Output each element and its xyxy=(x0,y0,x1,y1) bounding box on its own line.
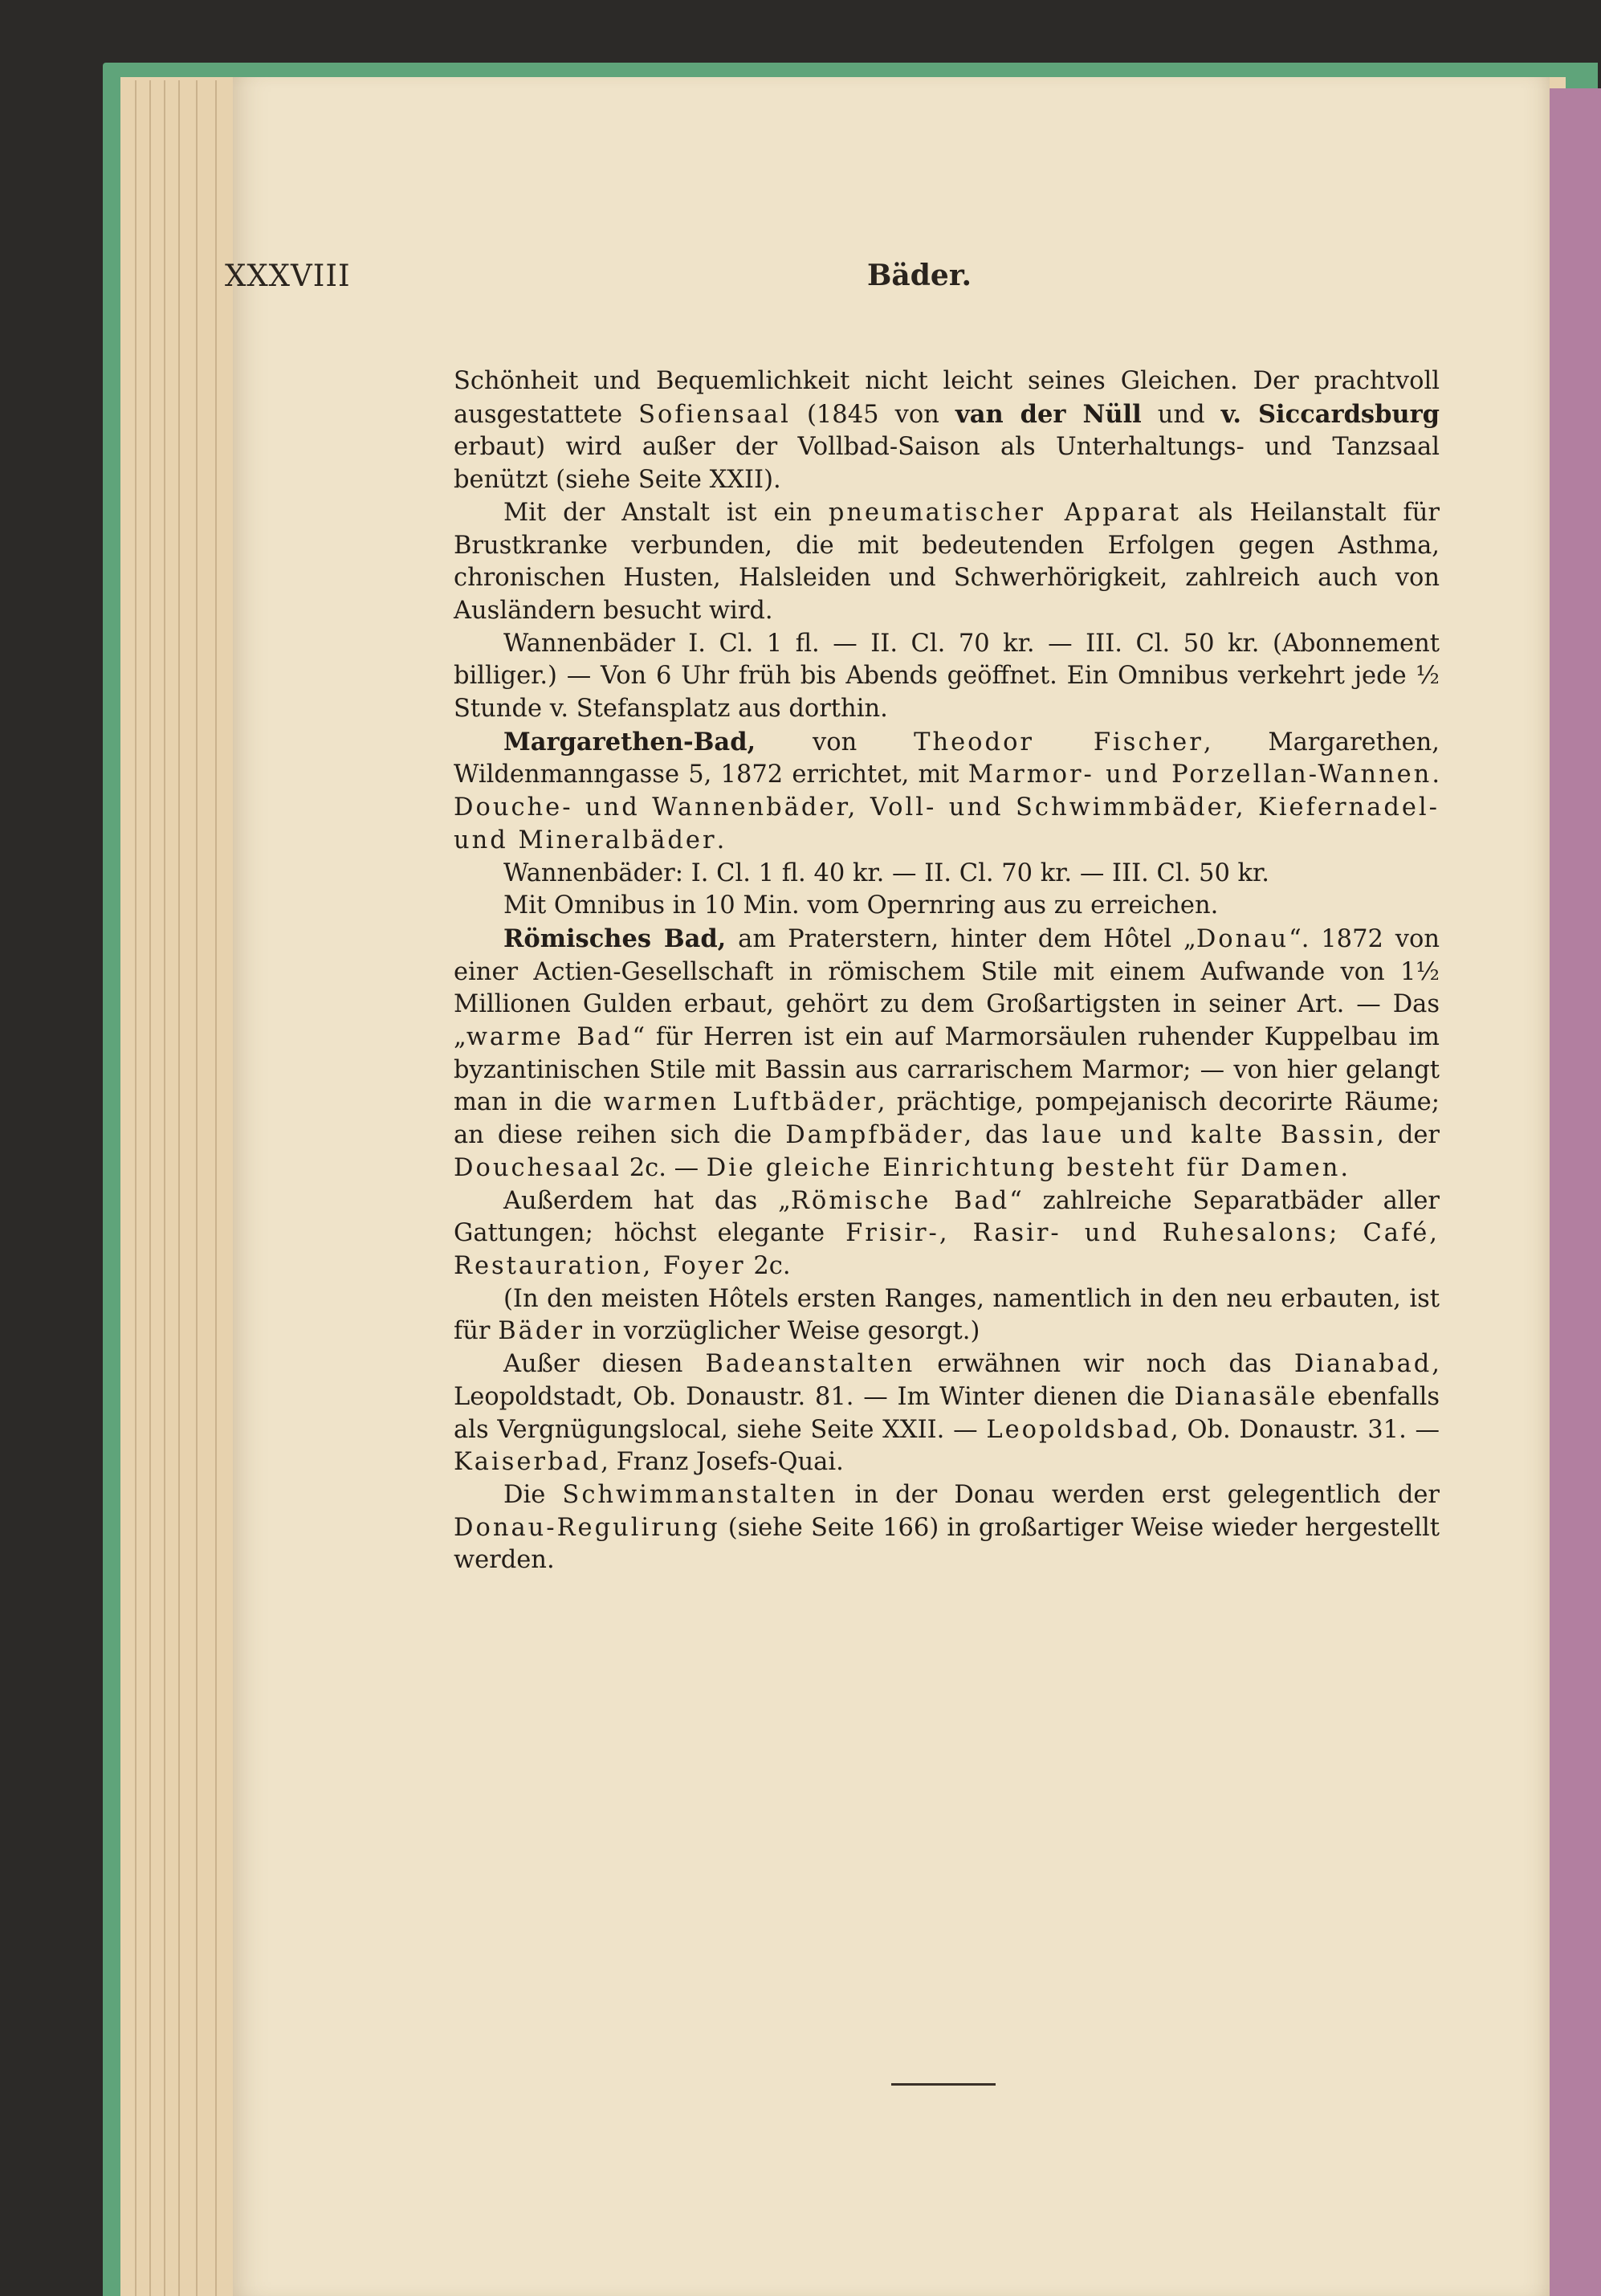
text-run: 2c. — xyxy=(621,1153,707,1182)
spaced-emphasis: Römische Bad xyxy=(790,1186,1010,1215)
spaced-emphasis: warmen Luftbäder xyxy=(603,1088,878,1117)
text-run: in der Donau werden erst gelegentlich der xyxy=(837,1480,1440,1509)
closing-rule xyxy=(891,2083,996,2086)
text-run: 2c. xyxy=(745,1251,791,1280)
text-run: “ zahlreiche Separatbäder aller Gattungen; höchst elegante xyxy=(454,1186,1440,1248)
text-run: erbaut) wird außer der Vollbad-Saison als Unterhaltungs- und Tanzsaal benützt (siehe Seite XXII). xyxy=(454,433,1440,495)
text-run: (1845 von xyxy=(790,400,955,429)
text-run: . xyxy=(1432,761,1440,789)
paragraph xyxy=(454,1348,1440,1479)
text-run: , der xyxy=(1376,1121,1440,1150)
spaced-emphasis: warme Bad xyxy=(466,1023,633,1052)
text-run: , Margarethen, Wildenmanngasse 5, 1872 errichtet, mit xyxy=(454,728,1440,789)
page-number: XXXVIII xyxy=(225,259,351,293)
text-run: Wannenbäder: I. Cl. 1 fl. 40 kr. — II. Cl. 70 kr. — III. Cl. 50 kr. xyxy=(503,858,1269,887)
text-run: Mit der Anstalt ist ein xyxy=(503,498,829,527)
text-run: Schönheit und Bequemlichkeit nicht leicht seines Gleichen. Der prachtvoll ausgestattete xyxy=(454,367,1440,429)
paragraph xyxy=(454,1185,1440,1283)
page-edge-line xyxy=(196,80,198,2296)
spaced-emphasis: Frisir-, Rasir- und Ruhesalons; Café, Restauration, Foyer xyxy=(454,1219,1440,1280)
text-run: , das xyxy=(963,1121,1042,1150)
spaced-emphasis: Dianasäle xyxy=(1174,1382,1318,1411)
text-run: (siehe Seite 166) in großartiger Weise wieder hergestellt werden. xyxy=(454,1513,1440,1575)
spaced-emphasis: Kaiserbad xyxy=(454,1448,601,1477)
text-run: Mit Omnibus in 10 Min. vom Opernring aus zu erreichen. xyxy=(503,891,1219,920)
spaced-emphasis: Die gleiche Einrichtung besteht für Damen xyxy=(706,1153,1341,1182)
spaced-emphasis: Douchesaal xyxy=(454,1153,622,1182)
spaced-emphasis: Schwimmanstalten xyxy=(562,1480,838,1509)
text-run: . xyxy=(1340,1153,1349,1182)
text-run: am Praterstern, hinter dem Hôtel „ xyxy=(726,924,1196,953)
page-edge-line xyxy=(135,80,136,2296)
facing-page-purple xyxy=(1546,88,1601,2296)
text-run: , Ob. Donaustr. 31. — xyxy=(1171,1415,1440,1444)
text-run: in vorzüglicher Weise gesorgt.) xyxy=(584,1317,980,1346)
paragraph xyxy=(454,1479,1440,1577)
spaced-emphasis: laue und kalte Bassin xyxy=(1041,1121,1377,1150)
page-edge-line xyxy=(149,80,151,2296)
text-run: , Franz Josefs-Quai. xyxy=(601,1448,844,1477)
spaced-emphasis: Sofiensaal xyxy=(638,400,791,429)
text-run: erwähnen wir noch das xyxy=(915,1350,1294,1379)
spaced-emphasis: Donau-Regulirung xyxy=(454,1513,720,1542)
text-run: , prächtige, pompejanisch decorirte Räume; an diese reihen sich die xyxy=(454,1088,1440,1150)
text-run: Wannenbäder I. Cl. 1 fl. — II. Cl. 70 kr. — III. Cl. 50 kr. (Abonnement billiger.) — Von 6 Uhr früh bis Abends geöffnet. Ein Omnibus verkehrt jede ½ Stunde v. Stefansplatz aus dorthin. xyxy=(454,629,1440,724)
text-run: als Heilanstalt für Brustkranke verbunden, die mit bedeutenden Erfolgen gegen Asthma, chronischen Husten, Halsleiden und Schwerhörigkeit, zahlreich auch von Ausländern besucht wird. xyxy=(454,498,1440,625)
spaced-emphasis: Donau xyxy=(1196,924,1289,953)
spaced-emphasis: Leopoldsbad xyxy=(986,1415,1171,1444)
bold-text: Margarethen-Bad, xyxy=(503,727,756,756)
spaced-emphasis: Douche- und Wannenbäder, Voll- und Schwimmbäder, Kiefernadel- und Mineralbäder xyxy=(454,793,1440,854)
text-run: ebenfalls als Vergnügungslocal, siehe Seite XXII. — xyxy=(454,1382,1440,1444)
paragraph xyxy=(454,923,1440,1185)
bold-text: v. Siccardsburg xyxy=(1220,399,1440,429)
paragraph xyxy=(454,497,1440,628)
text-run: Die xyxy=(503,1480,563,1509)
spaced-emphasis: Badeanstalten xyxy=(705,1350,915,1379)
page-edge-line xyxy=(215,80,217,2296)
text-run: und xyxy=(1141,400,1221,429)
spaced-emphasis: Bäder xyxy=(498,1317,585,1346)
spaced-emphasis: Dampfbäder xyxy=(785,1121,964,1150)
paragraph xyxy=(454,365,1440,497)
paragraph xyxy=(454,890,1440,923)
text-run: . xyxy=(716,826,725,854)
text-run: von xyxy=(756,728,915,756)
paragraph xyxy=(454,858,1440,891)
text-run: “ für Herren ist ein auf Marmorsäulen ruhender Kuppelbau im byzantinischen Stile mit Bassin aus carrarischem Marmor; — von hier gelangt man in die xyxy=(454,1023,1440,1117)
running-head xyxy=(225,259,1285,307)
spaced-emphasis: Marmor- und Porzellan-Wannen xyxy=(968,761,1432,789)
paragraph xyxy=(454,726,1440,858)
paragraph xyxy=(454,628,1440,726)
bold-text: van der Nüll xyxy=(955,399,1142,429)
bold-text: Römisches Bad, xyxy=(503,924,727,953)
page-edge-line xyxy=(178,80,180,2296)
paragraph xyxy=(454,1283,1440,1348)
text-run: , Leopoldstadt, Ob. Donaustr. 81. — Im Winter dienen die xyxy=(454,1350,1440,1411)
page-title: Bäder. xyxy=(867,259,972,292)
spaced-emphasis: Theodor Fischer xyxy=(914,728,1204,756)
text-run: Außer diesen xyxy=(503,1350,706,1379)
text-run: “. 1872 von einer Actien-Gesellschaft in römischem Stile mit einem Aufwande von 1½ Millionen Gulden erbaut, gehört zu dem Großartigsten in seiner Art. — Das „ xyxy=(454,924,1440,1052)
spaced-emphasis: Dianabad xyxy=(1293,1350,1432,1379)
text-run: (In den meisten Hôtels ersten Ranges, namentlich in den neu erbauten, ist für xyxy=(454,1284,1440,1346)
spaced-emphasis: pneumatischer Apparat xyxy=(828,498,1182,527)
page-edge-line xyxy=(164,80,165,2296)
text-run: Außerdem hat das „ xyxy=(503,1186,791,1215)
body-text xyxy=(454,365,1440,1577)
